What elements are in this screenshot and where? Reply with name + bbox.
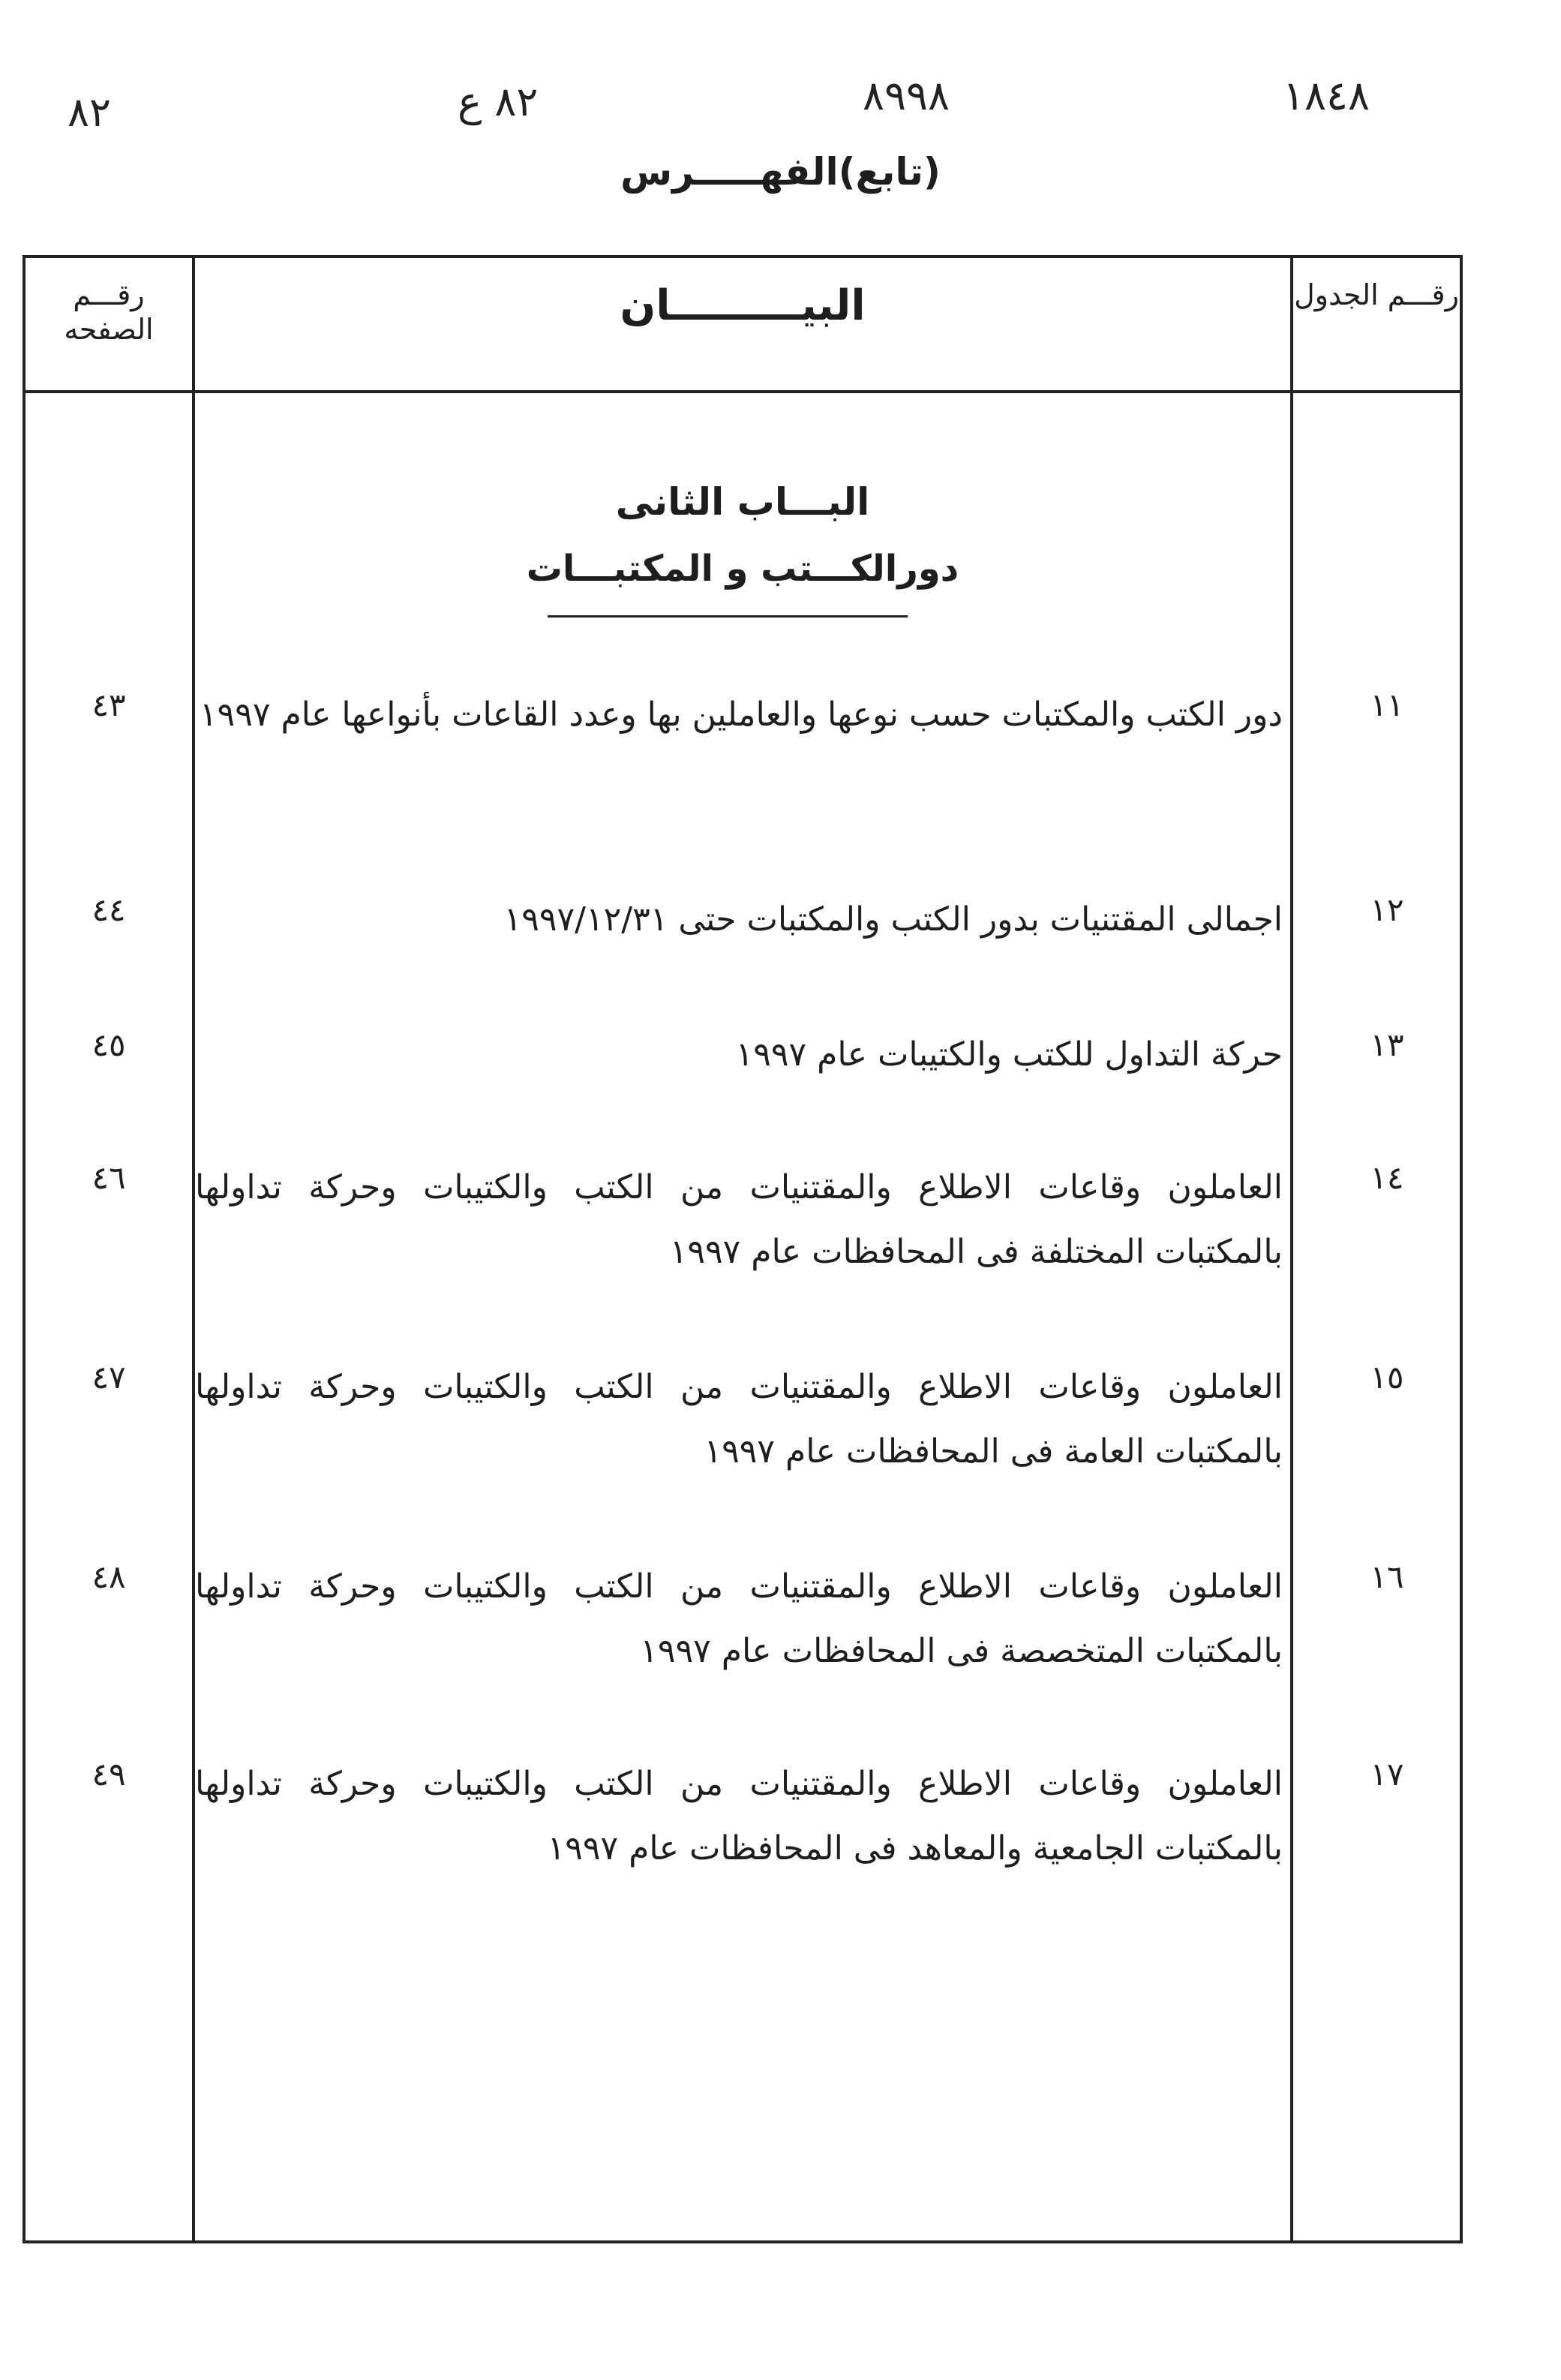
page-number: ٤٩ — [92, 1756, 126, 1793]
handwritten-note-4: ٨٢ — [68, 89, 112, 136]
row-description: العاملون وقاعات الاطلاع والمقتنيات من الكتب والكتيبات وحركة تداولها بالمكتبات المختلفة فى المحافظات عام ١٩٩٧ — [195, 1168, 1283, 1271]
row-description: حركة التداول للكتب والكتيبات عام ١٩٩٧ — [735, 1035, 1283, 1074]
table-number: ١٥ — [1370, 1359, 1404, 1396]
page-number: ٤٦ — [92, 1159, 126, 1196]
table-number: ١٧ — [1370, 1756, 1404, 1793]
table-number: ١١ — [1370, 687, 1404, 723]
section-underline — [548, 615, 908, 618]
header-divider — [23, 390, 1463, 393]
row-description: دور الكتب والمكتبات حسب نوعها والعاملين بها وعدد القاعات بأنواعها عام ١٩٩٧ — [199, 696, 1283, 734]
section-title: البـــاب الثانى — [615, 480, 870, 524]
header-description: البيـــــــــان — [620, 281, 866, 330]
table-number: ١٢ — [1370, 891, 1404, 928]
page-number: ٤٧ — [92, 1359, 126, 1396]
handwritten-note-3: ٨٢ ع — [458, 78, 539, 125]
row-description: العاملون وقاعات الاطلاع والمقتنيات من الكتب والكتيبات وحركة تداولها بالمكتبات المتخصصة فى المحافظات عام ١٩٩٧ — [195, 1567, 1283, 1670]
page-number: ٤٥ — [92, 1026, 126, 1063]
column-divider-right — [1290, 255, 1293, 2243]
header-page-number: رقـــم الصفحه — [64, 278, 154, 346]
handwritten-note-2: ٨٩٩٨ — [863, 72, 950, 119]
table-number: ١٤ — [1370, 1159, 1404, 1196]
table-number: ١٣ — [1370, 1026, 1404, 1063]
page-number: ٤٤ — [92, 891, 126, 928]
section-subtitle: دورالكـــتب و المكتبـــات — [526, 548, 959, 590]
row-description: العاملون وقاعات الاطلاع والمقتنيات من الكتب والكتيبات وحركة تداولها بالمكتبات الجامعية والمعاهد فى المحافظات عام ١٩٩٧ — [195, 1765, 1283, 1868]
row-description: اجمالى المقتنيات بدور الكتب والمكتبات حتى ١٩٩٧/١٢/٣١ — [503, 900, 1283, 939]
table-number: ١٦ — [1370, 1558, 1404, 1595]
handwritten-note-1: ١٨٤٨ — [1283, 72, 1370, 119]
document-title: (تابع)الفهـــــرس — [620, 150, 941, 194]
page-number: ٤٨ — [92, 1558, 126, 1595]
header-table-number: رقـــم الجدول — [1294, 278, 1459, 311]
row-description: العاملون وقاعات الاطلاع والمقتنيات من الكتب والكتيبات وحركة تداولها بالمكتبات العامة فى المحافظات عام ١٩٩٧ — [195, 1368, 1283, 1471]
page-number: ٤٣ — [92, 687, 126, 723]
